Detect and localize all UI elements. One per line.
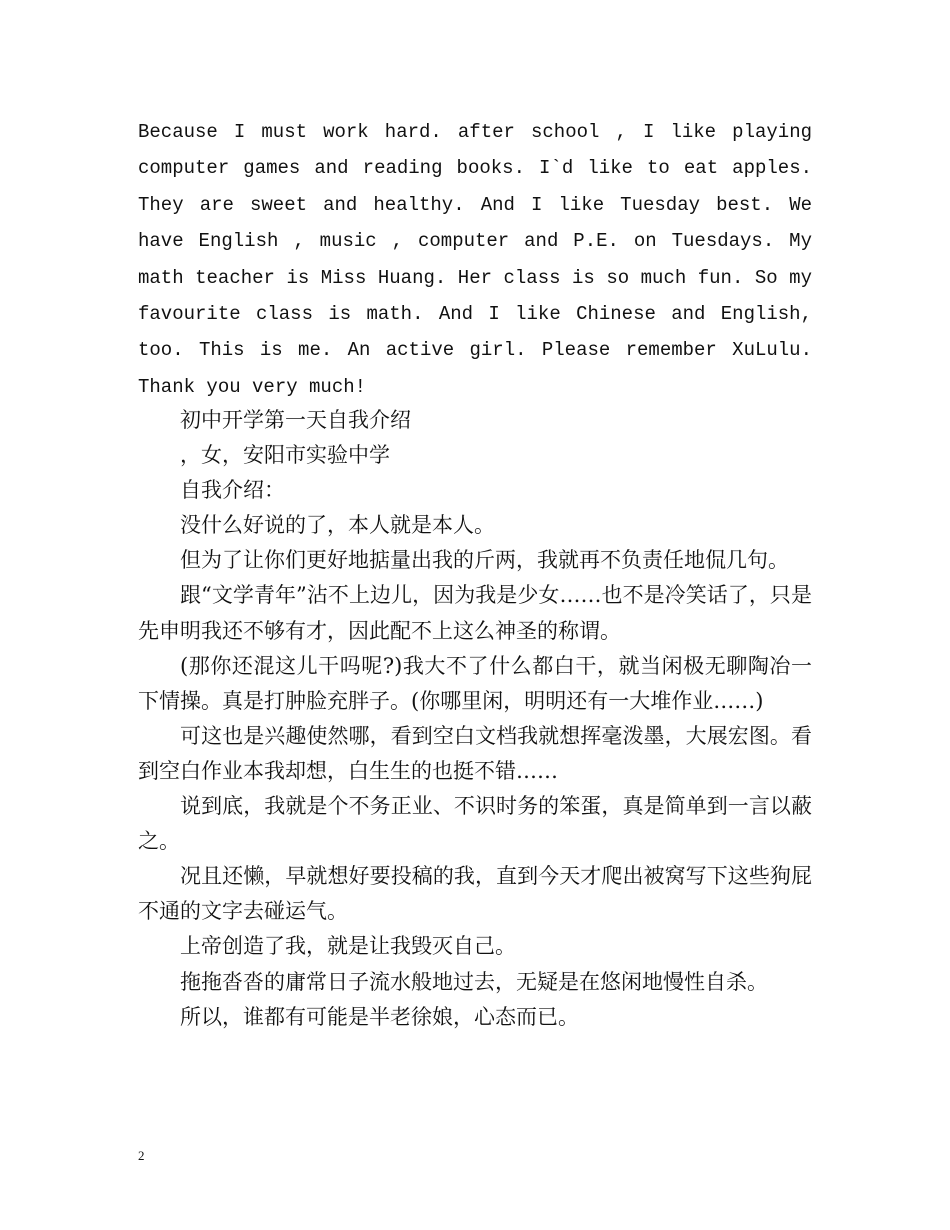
- body-paragraph: 拖拖沓沓的庸常日子流水般地过去，无疑是在悠闲地慢性自杀。: [180, 969, 768, 994]
- body-paragraph: 况且还懒，早就想好要投稿的我，直到今天才爬出被窝写下这些狗屁不通的文字去碰运气。: [138, 864, 812, 924]
- body-paragraph: 上帝创造了我，就是让我毁灭自己。: [180, 934, 516, 959]
- body-paragraph: 但为了让你们更好地掂量出我的斤两，我就再不负责任地侃几句。: [180, 548, 789, 573]
- page-number: 2: [138, 1148, 145, 1163]
- body-paragraph: 说到底，我就是个不务正业、不识时务的笨蛋，真是简单到一言以蔽之。: [138, 794, 812, 854]
- body-paragraph: 可这也是兴趣使然哪，看到空白文档我就想挥毫泼墨，大展宏图。看到空白作业本我却想，白生生的也挺不错……: [138, 723, 812, 783]
- body-paragraph: 跟“文学青年”沾不上边儿，因为我是少女……也不是冷笑话了，只是先申明我还不够有才，因此配不上这么神圣的称谓。: [138, 583, 812, 643]
- section-heading: 自我介绍：: [180, 478, 285, 503]
- english-self-introduction-paragraph: Because I must work hard. after school , I like playing computer games and reading books. I`d like to eat apples. They are sweet and healthy. And I like Tuesday best. We have English , music , computer and P.E. on Tuesdays. My math teacher is Miss Huang. Her class is so much fun. So my favourite class is math. And I like Chinese and English, too. This is me. An active girl. Please remember XuLulu. Thank you very much!: [138, 121, 812, 398]
- body-paragraph: (那你还混这儿干吗呢?)我大不了什么都白干，就当闲极无聊陶冶一下情操。真是打肿脸充胖子。(你哪里闲，明明还有一大堆作业……): [138, 653, 812, 713]
- body-paragraph: 所以，谁都有可能是半老徐娘，心态而已。: [180, 1004, 579, 1029]
- author-info-line: ，女，安阳市实验中学: [180, 443, 390, 468]
- chinese-essay-body: [138, 403, 812, 1035]
- body-paragraph: 没什么好说的了，本人就是本人。: [180, 513, 495, 538]
- essay-title: 初中开学第一天自我介绍: [180, 408, 411, 432]
